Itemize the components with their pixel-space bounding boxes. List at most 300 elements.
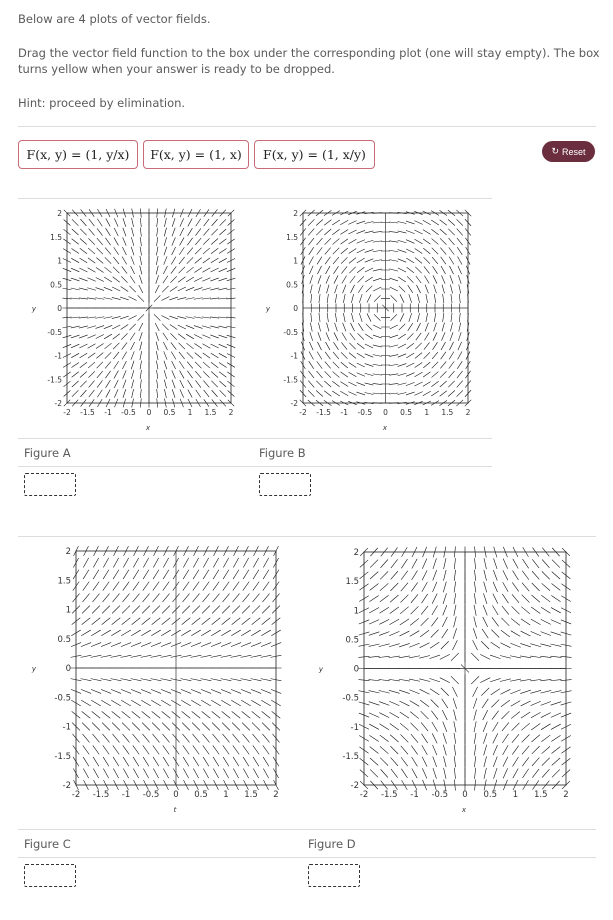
vector-arrow <box>142 594 149 602</box>
vector-arrow <box>187 371 192 378</box>
vector-arrow <box>80 353 88 358</box>
vector-arrow <box>211 679 222 681</box>
vector-arrow <box>242 594 249 602</box>
vector-arrow <box>370 560 378 568</box>
vector-arrow <box>491 630 499 638</box>
vector-arrow <box>231 643 241 647</box>
vector-arrow <box>79 288 88 290</box>
vector-arrow <box>105 257 111 263</box>
vector-arrow <box>123 768 128 778</box>
vector-arrow <box>318 285 320 294</box>
vector-arrow <box>458 266 462 274</box>
divider <box>18 536 596 537</box>
vector-arrow <box>365 259 373 262</box>
vector-arrow <box>429 655 440 659</box>
vector-arrow <box>401 583 408 591</box>
vector-arrow <box>440 371 446 377</box>
vector-arrow <box>179 352 185 359</box>
vector-arrow <box>123 570 129 579</box>
vector-arrow <box>400 619 409 625</box>
vector-arrow <box>390 735 398 742</box>
vector-arrow <box>334 332 338 340</box>
vector-arrow <box>373 231 382 232</box>
vector-arrow <box>357 363 365 367</box>
vector-arrow <box>181 630 190 636</box>
vector-arrow <box>373 355 382 357</box>
vector-arrow <box>81 679 92 681</box>
vector-arrow <box>423 391 431 395</box>
vector-arrow <box>140 342 142 351</box>
vector-arrow <box>501 630 510 637</box>
vector-arrow <box>373 335 382 338</box>
figure-c-drop-box[interactable] <box>24 864 76 887</box>
vector-arrow <box>232 723 240 731</box>
vector-arrow <box>409 294 412 303</box>
vector-arrow <box>102 723 110 731</box>
vector-arrow <box>494 768 498 779</box>
vector-arrow <box>133 582 139 591</box>
reset-label: Reset <box>562 146 586 157</box>
vector-arrow <box>492 722 498 732</box>
vector-arrow <box>181 679 192 681</box>
vector-arrow <box>407 276 413 282</box>
vector-arrow <box>454 756 455 767</box>
vector-arrow <box>157 228 158 237</box>
figure-c-label: Figure C <box>24 837 71 851</box>
vector-arrow <box>512 606 520 614</box>
vector-arrow <box>370 747 379 754</box>
vector-arrow <box>186 317 195 319</box>
vector-arrow <box>381 769 388 777</box>
vector-arrow <box>431 617 438 626</box>
vector-arrow <box>114 218 118 226</box>
vector-arrow <box>72 219 78 225</box>
vector-arrow <box>415 239 423 244</box>
vector-arrow <box>542 758 550 766</box>
vector-arrow <box>211 258 219 263</box>
y-tick-label: -0.5 <box>54 693 71 704</box>
vector-arrow <box>195 228 200 235</box>
vector-arrow <box>406 240 414 244</box>
vector-arrow <box>366 286 372 292</box>
vector-arrow <box>97 228 102 235</box>
vector-arrow <box>196 219 201 227</box>
vector-arrow <box>490 655 501 659</box>
vector-arrow <box>112 723 120 731</box>
vector-arrow <box>157 389 158 398</box>
vector-arrow <box>105 352 111 358</box>
figure-d-label: Figure D <box>308 837 356 851</box>
vector-arrow <box>501 700 510 707</box>
vector-arrow <box>341 248 348 254</box>
vector-arrow <box>92 711 101 718</box>
vector-arrow <box>103 768 108 778</box>
vector-arrow <box>349 267 355 273</box>
vector-arrow <box>223 570 229 579</box>
figure-a-drop-box[interactable] <box>24 473 76 496</box>
vector-arrow <box>202 335 210 339</box>
y-tick-label: -2 <box>62 781 71 791</box>
vector-arrow <box>152 618 161 625</box>
vector-arrow <box>133 745 139 754</box>
vector-arrow <box>219 344 227 348</box>
vector-arrow <box>399 631 409 636</box>
vector-arrow <box>143 768 148 778</box>
vector-arrow <box>129 296 137 300</box>
y-tick-label: -1.5 <box>54 751 71 762</box>
vector-arrow <box>309 342 313 350</box>
vector-arrow <box>153 768 158 778</box>
vector-arrow <box>325 248 331 255</box>
vector-arrow <box>71 344 79 348</box>
vector-arrow <box>88 268 96 272</box>
vector-arrow <box>89 390 95 397</box>
vector-arrow <box>391 559 398 568</box>
vector-arrow <box>406 249 414 253</box>
vector-arrow <box>459 285 461 294</box>
vector-arrow <box>132 711 141 718</box>
vector-arrow <box>400 313 404 321</box>
vector-arrow <box>122 618 131 625</box>
vector-arrow <box>111 700 120 706</box>
vector-arrow <box>223 757 229 766</box>
vector-arrow <box>389 712 399 718</box>
vector-arrow <box>401 757 408 766</box>
vector-arrow <box>143 745 149 754</box>
vector-arrow <box>132 734 139 742</box>
vector-arrow <box>71 353 79 357</box>
vector-arrow <box>89 229 95 236</box>
vector-arrow <box>178 277 185 282</box>
vector-arrow <box>391 571 398 579</box>
vector-arrow <box>449 257 454 265</box>
vector-arrow <box>210 317 219 318</box>
vector-arrow <box>512 582 518 591</box>
vector-arrow <box>431 711 438 720</box>
vector-arrow <box>186 334 194 339</box>
vector-arrow <box>83 757 89 766</box>
vector-arrow <box>112 734 119 742</box>
vector-arrow <box>443 313 444 322</box>
vector-arrow <box>501 618 509 626</box>
vector-arrow <box>342 276 347 284</box>
vector-arrow <box>219 278 228 281</box>
vector-arrow <box>72 390 78 396</box>
vector-arrow <box>415 353 422 359</box>
vector-arrow <box>448 390 455 396</box>
vector-arrow <box>163 558 168 568</box>
vector-arrow <box>183 570 189 579</box>
vector-arrow <box>71 268 79 272</box>
vector-arrow <box>530 656 541 658</box>
vector-arrow <box>162 711 171 718</box>
vector-arrow <box>483 605 487 615</box>
vector-arrow <box>251 700 260 706</box>
vector-arrow <box>494 558 498 569</box>
vector-arrow <box>448 229 454 235</box>
divider <box>18 857 596 858</box>
vector-arrow <box>444 768 446 779</box>
vector-arrow <box>233 768 238 778</box>
vector-arrow <box>532 746 540 754</box>
vector-arrow <box>432 239 439 245</box>
vector-arrow <box>187 257 193 263</box>
vector-arrow <box>143 558 148 568</box>
vector-arrow <box>379 632 389 636</box>
vector-arrow <box>550 680 561 681</box>
vector-arrow <box>201 630 210 636</box>
vector-arrow <box>400 294 404 302</box>
plot-0 <box>31 208 236 432</box>
vector-arrow <box>191 700 200 706</box>
vector-arrow <box>457 229 463 236</box>
vector-arrow <box>170 325 178 330</box>
vector-arrow <box>398 250 407 253</box>
vector-arrow <box>390 724 399 730</box>
vector-arrow <box>369 680 380 681</box>
vector-arrow <box>233 745 239 754</box>
vector-arrow <box>141 643 151 647</box>
vector-arrow <box>252 734 259 742</box>
vector-arrow <box>442 285 444 294</box>
vector-arrow <box>187 362 193 369</box>
vector-arrow <box>424 333 429 341</box>
vector-arrow <box>151 630 160 636</box>
vector-arrow <box>369 656 380 657</box>
vector-arrow <box>410 631 420 637</box>
vector-arrow <box>177 316 186 318</box>
vector-arrow <box>531 701 541 705</box>
vector-arrow <box>251 643 261 647</box>
vector-arrow <box>414 382 422 386</box>
vector-arrow <box>369 596 378 602</box>
vector-arrow <box>370 584 379 591</box>
vector-arrow <box>389 345 398 347</box>
vector-arrow <box>261 655 272 657</box>
vector-arrow <box>95 317 104 318</box>
x-tick-label: 1 <box>512 790 519 800</box>
vector-arrow <box>172 247 176 255</box>
vector-arrow <box>87 288 96 290</box>
vector-arrow <box>531 735 539 742</box>
vector-arrow <box>520 656 531 658</box>
vector-arrow <box>172 361 176 369</box>
vector-arrow <box>231 655 242 657</box>
vector-arrow <box>423 248 430 254</box>
vector-arrow <box>389 355 398 357</box>
vector-arrow <box>131 266 135 274</box>
vector-arrow <box>193 558 198 568</box>
vector-arrow <box>123 218 126 227</box>
vector-arrow <box>133 558 138 568</box>
vector-arrow <box>358 285 363 293</box>
vector-arrow <box>401 571 408 580</box>
vector-arrow <box>221 679 232 681</box>
x-tick-label: 0.5 <box>194 790 208 800</box>
drag-instructions-line2: turns yellow when your answer is ready to be dropped. <box>18 62 335 76</box>
vector-arrow <box>422 594 428 603</box>
vector-arrow <box>171 266 176 273</box>
vector-arrow <box>503 559 508 569</box>
y-tick-label: -1.5 <box>283 375 298 385</box>
vector-arrow <box>474 617 477 628</box>
vector-arrow <box>357 267 364 272</box>
x-axis-label: x <box>145 424 151 432</box>
vector-arrow <box>182 606 190 614</box>
vector-arrow <box>341 257 347 263</box>
vector-arrow <box>163 276 168 284</box>
vector-arrow <box>341 362 348 368</box>
vector-arrow <box>194 288 203 291</box>
vector-arrow <box>552 560 560 568</box>
vector-arrow <box>202 317 211 318</box>
vector-arrow <box>178 287 186 291</box>
vector-arrow <box>79 278 87 281</box>
vector-arrow <box>151 700 160 706</box>
vector-arrow <box>188 219 192 227</box>
vector-arrow <box>202 288 211 290</box>
figure-b-label: Figure B <box>259 446 306 460</box>
vector-arrow <box>201 689 211 693</box>
vector-arrow <box>541 632 551 636</box>
y-tick-label: 0.5 <box>57 634 71 645</box>
hint-text: Hint: proceed by elimination. <box>18 96 186 110</box>
vector-arrow <box>243 768 248 778</box>
vector-arrow <box>442 617 447 627</box>
vector-arrow <box>213 570 219 579</box>
vector-arrow <box>541 713 551 718</box>
vector-arrow <box>104 277 112 282</box>
vector-arrow <box>389 383 398 384</box>
vector-arrow <box>103 558 108 568</box>
x-tick-label: 1 <box>223 790 229 800</box>
vector-arrow <box>192 734 199 742</box>
vector-arrow <box>252 618 261 625</box>
vector-arrow <box>530 690 541 693</box>
vector-arrow <box>433 558 437 569</box>
vector-arrow <box>122 352 127 360</box>
vector-arrow <box>143 570 149 579</box>
vector-arrow <box>223 768 228 778</box>
vector-arrow <box>373 345 382 347</box>
vector-arrow <box>424 266 430 273</box>
vector-arrow <box>263 558 268 568</box>
vector-arrow <box>401 746 408 754</box>
vector-arrow <box>411 723 419 731</box>
figure-b-drop-box[interactable] <box>259 473 311 496</box>
vector-arrow <box>263 757 269 766</box>
vector-arrow <box>243 745 249 754</box>
vector-arrow <box>210 326 219 328</box>
vector-arrow <box>142 734 149 742</box>
vector-arrow <box>451 313 452 322</box>
figure-d-drop-box[interactable] <box>308 864 360 887</box>
vector-arrow <box>357 353 365 358</box>
vector-arrow <box>162 286 168 292</box>
vector-arrow <box>432 257 438 264</box>
vector-arrow <box>452 640 457 650</box>
vector-arrow <box>129 286 135 292</box>
vector-arrow <box>263 582 269 591</box>
vector-arrow <box>433 745 437 755</box>
vector-arrow <box>151 655 162 657</box>
vector-arrow <box>424 352 430 358</box>
vector-arrow <box>454 768 455 779</box>
x-tick-label: -1.5 <box>80 408 95 417</box>
vector-arrow <box>369 632 380 636</box>
vector-arrow <box>325 238 331 244</box>
vector-arrow <box>104 334 112 339</box>
vector-arrow <box>512 723 520 731</box>
vector-arrow <box>433 768 437 779</box>
vector-arrow <box>138 295 144 301</box>
vector-arrow <box>551 735 560 741</box>
vector-arrow <box>522 583 529 591</box>
vector-arrow <box>422 582 428 592</box>
vector-arrow <box>231 689 241 693</box>
vector-arrow <box>196 390 201 398</box>
vector-arrow <box>186 298 195 300</box>
vector-arrow <box>140 351 142 360</box>
vector-arrow <box>406 230 414 233</box>
vector-arrow <box>440 654 450 659</box>
vector-arrow <box>369 735 378 741</box>
vector-arrow <box>179 361 184 369</box>
vector-arrow <box>263 570 269 579</box>
vector-arrow <box>551 632 562 636</box>
vector-arrow <box>153 757 159 766</box>
vector-arrow <box>172 218 175 227</box>
vector-arrow <box>430 689 439 695</box>
vector-arrow <box>551 608 561 613</box>
vector-arrow <box>105 238 110 245</box>
vector-arrow <box>454 721 456 732</box>
x-axis-label: t <box>173 806 177 814</box>
vector-arrow <box>88 353 95 358</box>
vector-arrow <box>434 285 437 294</box>
vector-arrow <box>440 229 447 235</box>
vector-arrow <box>431 381 438 386</box>
vector-arrow <box>263 768 268 778</box>
vector-arrow <box>389 701 399 705</box>
divider <box>18 438 492 439</box>
vector-arrow <box>92 723 100 731</box>
vector-arrow <box>317 257 322 265</box>
vector-arrow <box>520 643 531 647</box>
vector-arrow <box>365 373 374 375</box>
vector-arrow <box>379 724 388 730</box>
vector-arrow <box>195 258 202 264</box>
vector-arrow <box>210 335 218 338</box>
vector-arrow <box>414 230 422 234</box>
vector-arrow <box>80 362 87 367</box>
vector-arrow <box>390 583 398 591</box>
vector-arrow <box>202 618 211 625</box>
vector-arrow <box>490 678 501 681</box>
vector-arrow <box>521 723 530 730</box>
x-tick-label: -1 <box>104 408 112 417</box>
y-tick-label: 2 <box>353 548 359 558</box>
vector-arrow <box>213 558 218 568</box>
vector-arrow <box>389 269 398 271</box>
vector-arrow <box>316 381 322 387</box>
vector-arrow <box>367 294 371 302</box>
vector-arrow <box>213 768 218 778</box>
vector-arrow <box>210 278 218 281</box>
vector-arrow <box>81 630 90 636</box>
vector-arrow <box>187 248 193 255</box>
vector-arrow <box>96 326 105 329</box>
